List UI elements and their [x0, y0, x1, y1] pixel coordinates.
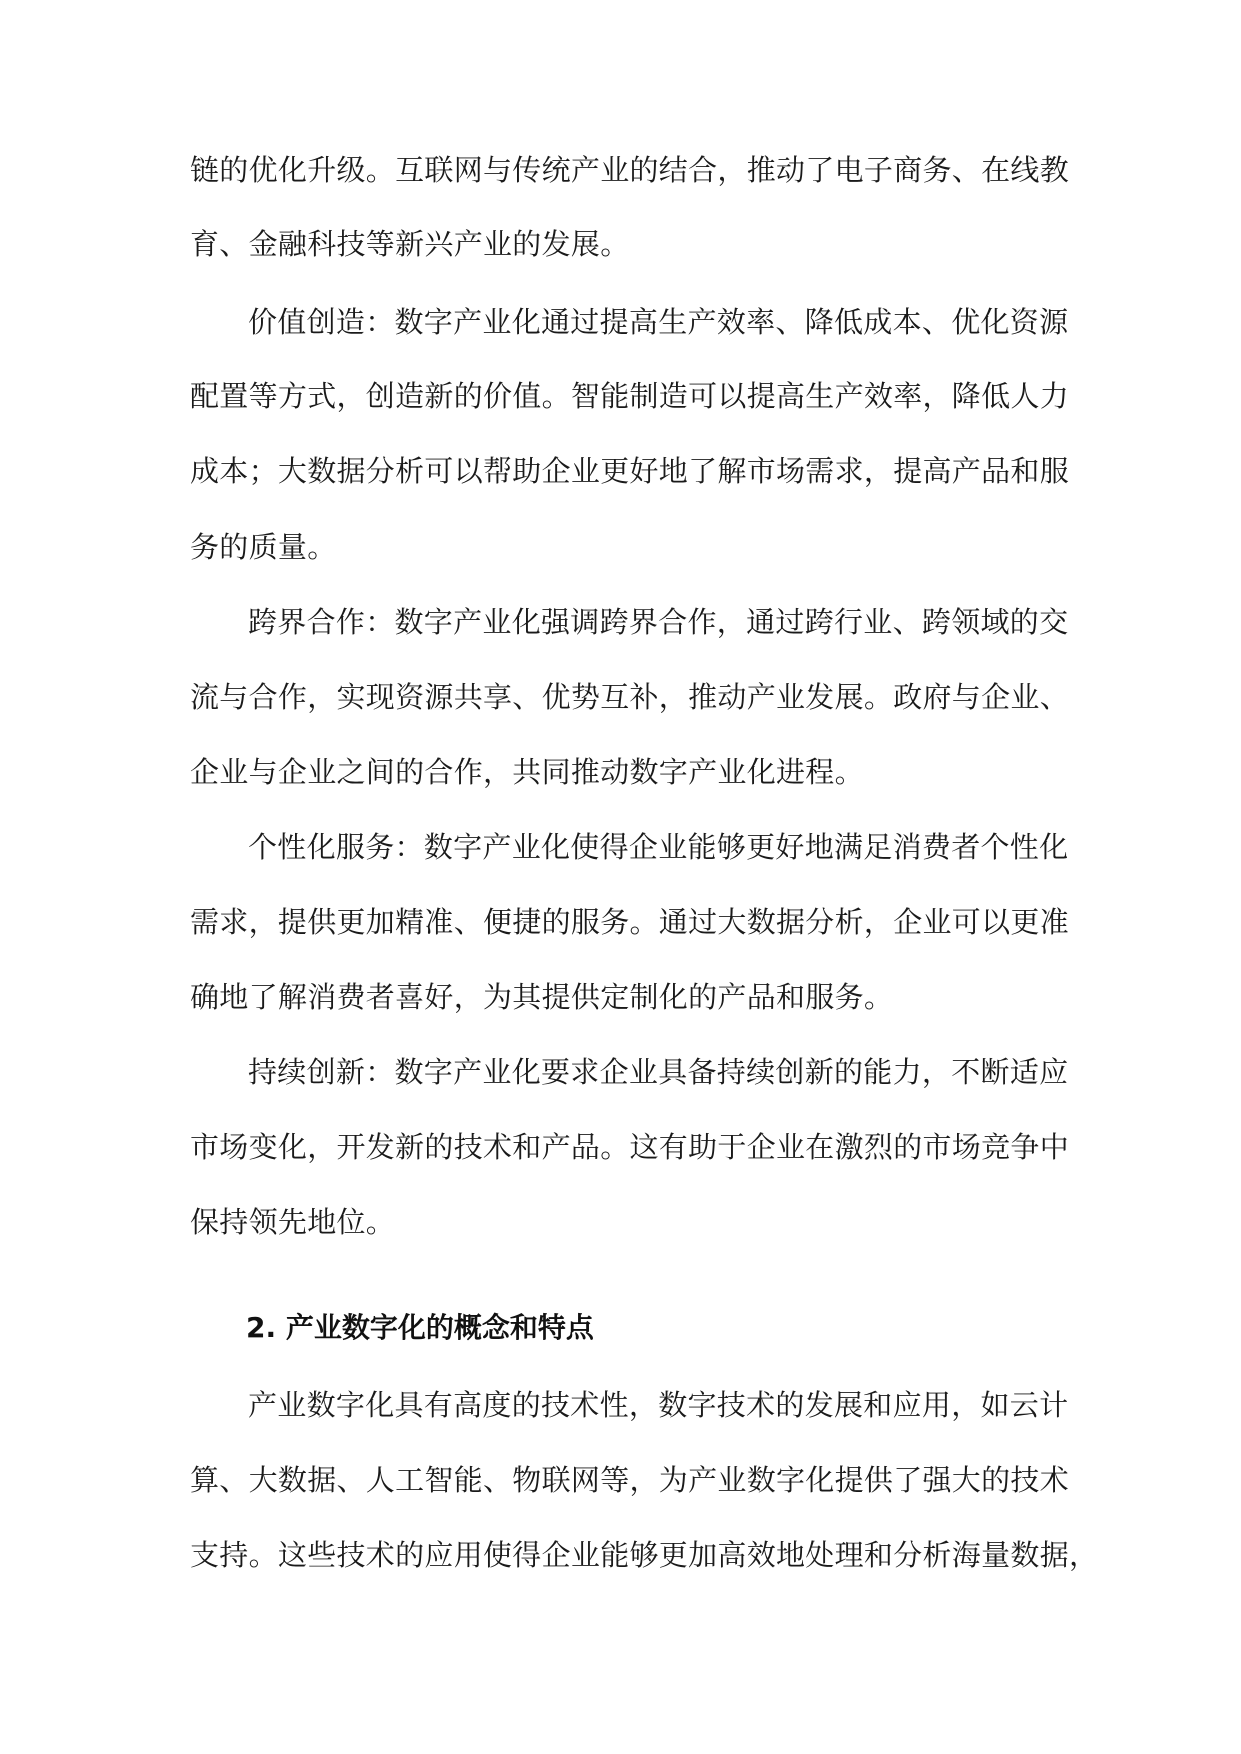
paragraph-start-line: 个性化服务：数字产业化使得企业能够更好地满足消费者个性化: [248, 830, 1069, 864]
text-line: 链的优化升级。互联网与传统产业的结合，推动了电子商务、在线教: [190, 153, 1070, 187]
text-line: 确地了解消费者喜好，为其提供定制化的产品和服务。: [190, 980, 894, 1014]
section-heading: 2. 产业数字化的概念和特点: [246, 1311, 594, 1344]
paragraph-start-line: 价值创造：数字产业化通过提高生产效率、降低成本、优化资源: [248, 305, 1069, 339]
text-line: 算、大数据、人工智能、物联网等，为产业数字化提供了强大的技术: [190, 1463, 1070, 1497]
text-line: 企业与企业之间的合作，共同推动数字产业化进程。: [190, 755, 864, 789]
text-line: 配置等方式，创造新的价值。智能制造可以提高生产效率，降低人力: [190, 379, 1070, 413]
paragraph-start-line: 产业数字化具有高度的技术性，数字技术的发展和应用，如云计: [248, 1388, 1069, 1422]
text-line: 流与合作，实现资源共享、优势互补，推动产业发展。政府与企业、: [190, 680, 1070, 714]
text-line: 市场变化，开发新的技术和产品。这有助于企业在激烈的市场竞争中: [190, 1130, 1070, 1164]
text-line: 需求，提供更加精准、便捷的服务。通过大数据分析，企业可以更准: [190, 905, 1070, 939]
paragraph-start-line: 跨界合作：数字产业化强调跨界合作，通过跨行业、跨领域的交: [248, 605, 1069, 639]
text-line: 育、金融科技等新兴产业的发展。: [190, 227, 630, 261]
text-line: 成本；大数据分析可以帮助企业更好地了解市场需求，提高产品和服: [190, 454, 1070, 488]
text-line: 保持领先地位。: [190, 1205, 396, 1239]
paragraph-start-line: 持续创新：数字产业化要求企业具备持续创新的能力，不断适应: [248, 1055, 1069, 1089]
text-line: 务的质量。: [190, 530, 337, 564]
text-line: 支持。这些技术的应用使得企业能够更加高效地处理和分析海量数据，: [190, 1538, 1099, 1572]
